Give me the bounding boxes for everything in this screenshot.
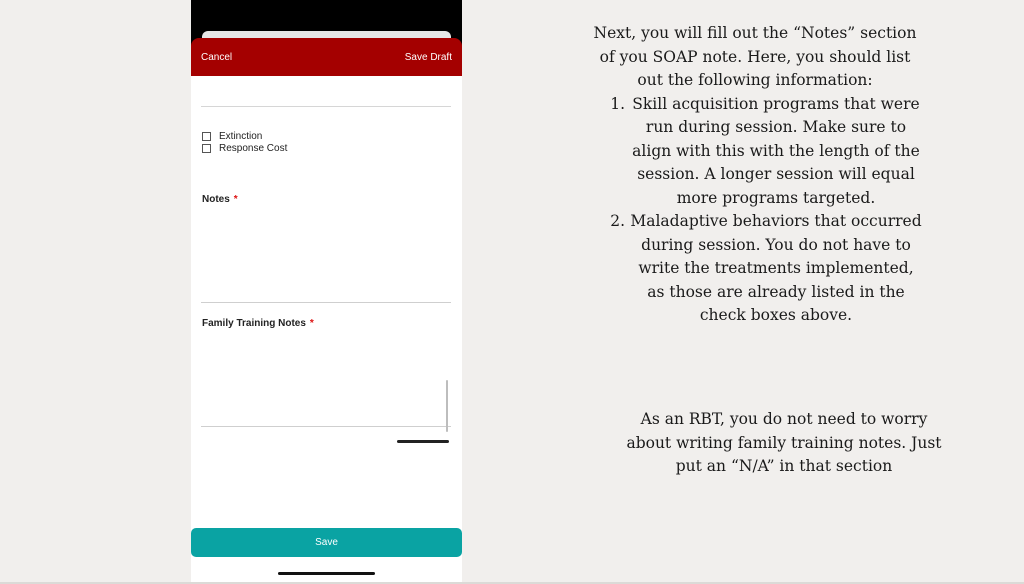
family-training-note: As an RBT, you do not need to worry about writing family training notes. Just put an “N/A” in that section	[626, 410, 942, 475]
notes-label	[202, 194, 238, 205]
checkbox-icon[interactable]	[202, 144, 211, 153]
notes-textarea[interactable]	[201, 210, 451, 303]
instructions-text	[588, 22, 922, 328]
required-marker: *	[309, 318, 314, 329]
checkbox-label: Extinction	[219, 131, 263, 142]
save-button[interactable]: Save	[191, 528, 462, 557]
family-training-notes-label	[202, 318, 314, 329]
checkbox-label: Response Cost	[219, 143, 288, 154]
keyboard-accessory-bar	[397, 440, 449, 443]
checkbox-response-cost[interactable]	[202, 143, 287, 154]
instructions-intro: Next, you will fill out the “Notes” section of you SOAP note. Here, you should list out the following information:	[593, 24, 917, 89]
home-indicator	[278, 572, 375, 575]
phone-screen	[191, 0, 462, 584]
required-marker: *	[233, 194, 238, 205]
textarea-scrollbar[interactable]	[446, 380, 448, 432]
instruction-item: 2. Maladaptive behaviors that occurred during session. You do not have to write the treatments implemented, as those are already listed in the check boxes above.	[630, 210, 922, 328]
family-training-notes-textarea[interactable]	[201, 334, 451, 427]
form-header	[191, 38, 462, 76]
instructions-list	[588, 93, 922, 328]
checkbox-extinction[interactable]	[202, 131, 262, 142]
family-training-notes-label-text: Family Training Notes	[202, 318, 306, 329]
checkbox-icon[interactable]	[202, 132, 211, 141]
save-draft-button[interactable]: Save Draft	[404, 52, 452, 63]
section-divider	[201, 106, 451, 107]
instruction-item: 1. Skill acquisition programs that were run during session. Make sure to align with this with the length of the session. A longer session will equal more programs targeted.	[630, 93, 922, 211]
notes-label-text: Notes	[202, 194, 230, 205]
cancel-button[interactable]: Cancel	[201, 52, 233, 63]
